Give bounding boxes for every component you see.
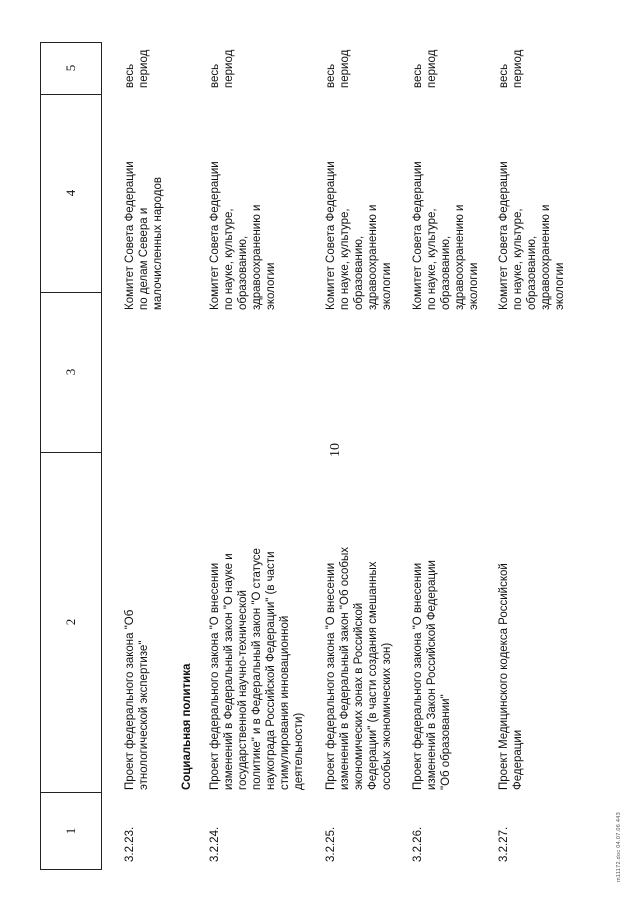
row-period: [497, 50, 525, 88]
row-committee-line: здравоохранению и: [367, 204, 379, 310]
header-col-4: 4: [41, 94, 101, 293]
row-period-line: период: [426, 49, 438, 88]
row-committee: [324, 161, 394, 310]
row-committee-line: образованию,: [526, 235, 538, 310]
row-title-line: экономических зонах в Российской: [353, 602, 365, 790]
row-title-line: изменений в Федеральный закон "Об особых: [339, 546, 351, 790]
footer-code: m11172.doc 04.07.06 443: [616, 812, 622, 882]
row-committee-line: по науке, культуре,: [223, 208, 235, 310]
row-title-line: особых экономических зон): [381, 642, 393, 790]
row-title-line: Проект Медицинского кодекса Российской: [498, 563, 510, 790]
row-period-line: период: [138, 49, 150, 88]
row-committee: [208, 161, 278, 310]
row-title-line: государственной научно-технической: [237, 590, 249, 790]
row-committee-line: по науке, культуре,: [339, 208, 351, 310]
row-committee-line: по науке, культуре,: [426, 208, 438, 310]
row-title-line: Федерации: [512, 729, 524, 790]
row-title-line: Федерации" (в части создания смешанных: [367, 561, 379, 790]
row-committee-line: образованию,: [237, 235, 249, 310]
row-period-line: период: [339, 49, 351, 88]
row-title-line: "Об образовании": [440, 694, 452, 790]
header-col-5: 5: [41, 42, 101, 95]
section-title: Социальная политика: [181, 663, 193, 790]
table-header-row: [40, 42, 102, 870]
row-title-line: наукограда Российской Федерации" (в части: [265, 551, 277, 790]
row-title-line: стимулирования инновационной: [279, 615, 291, 790]
row-period-line: весь: [498, 63, 510, 88]
row-title: [411, 560, 453, 790]
header-col-1: 1: [63, 827, 78, 835]
row-title-line: Проект федерального закона "О внесении: [209, 562, 221, 790]
row-committee-line: здравоохранению и: [540, 204, 552, 310]
row-committee-line: Комитет Совета Федерации: [412, 161, 424, 310]
row-title-line: деятельности): [293, 712, 305, 790]
row-committee-line: экологии: [554, 262, 566, 310]
row-period: [208, 50, 236, 88]
row-number: 3.2.24.: [209, 826, 221, 862]
row-committee-line: Комитет Совета Федерации: [498, 161, 510, 310]
row-committee: [411, 161, 481, 310]
row-title-line: политике" и в Федеральный закон "О статусе: [251, 548, 263, 790]
row-period-line: период: [512, 49, 524, 88]
row-committee-line: образованию,: [440, 235, 452, 310]
row-period: [123, 50, 151, 88]
header-col-2: 2: [41, 452, 101, 793]
row-committee-line: Комитет Совета Федерации: [325, 161, 337, 310]
row-committee-line: по делам Севера и: [138, 207, 150, 310]
row-title: [497, 563, 525, 790]
row-committee-line: по науке, культуре,: [512, 208, 524, 310]
row-title: [324, 547, 394, 790]
row-period-line: весь: [412, 63, 424, 88]
row-committee-line: Комитет Совета Федерации: [209, 161, 221, 310]
row-number: 3.2.25.: [325, 826, 337, 862]
header-col-3: 3: [41, 292, 101, 453]
row-committee-line: экологии: [468, 262, 480, 310]
row-title-line: Проект федерального закона "О внесении: [325, 562, 337, 790]
row-period-line: период: [223, 49, 235, 88]
row-title: [208, 548, 306, 790]
row-title-line: изменений в Федеральный закон "О науке и: [223, 553, 235, 790]
row-title-line: изменений в Закон Российской Федерации: [426, 560, 438, 790]
row-title-line: Проект федерального закона "О внесении: [412, 562, 424, 790]
row-title-line: этнологической экспертизе": [138, 640, 150, 790]
row-committee: [497, 161, 567, 310]
row-committee: [123, 161, 165, 310]
page-number: 10: [328, 443, 343, 457]
row-number: 3.2.26.: [412, 826, 424, 862]
row-number: 3.2.27.: [498, 826, 510, 862]
row-committee-line: экологии: [265, 262, 277, 310]
row-committee-line: здравоохранению и: [454, 204, 466, 310]
row-period: [324, 50, 352, 88]
row-period: [411, 50, 439, 88]
row-committee-line: экологии: [381, 262, 393, 310]
row-title: [123, 610, 151, 790]
row-committee-line: Комитет Совета Федерации: [124, 161, 136, 310]
row-number: 3.2.23.: [124, 826, 136, 862]
row-committee-line: малочисленных народов: [152, 177, 164, 310]
row-committee-line: образованию,: [353, 235, 365, 310]
row-title-line: Проект федерального закона "Об: [124, 609, 136, 790]
row-period-line: весь: [325, 63, 337, 88]
row-period-line: весь: [124, 63, 136, 88]
row-committee-line: здравоохранению и: [251, 204, 263, 310]
row-period-line: весь: [209, 63, 221, 88]
